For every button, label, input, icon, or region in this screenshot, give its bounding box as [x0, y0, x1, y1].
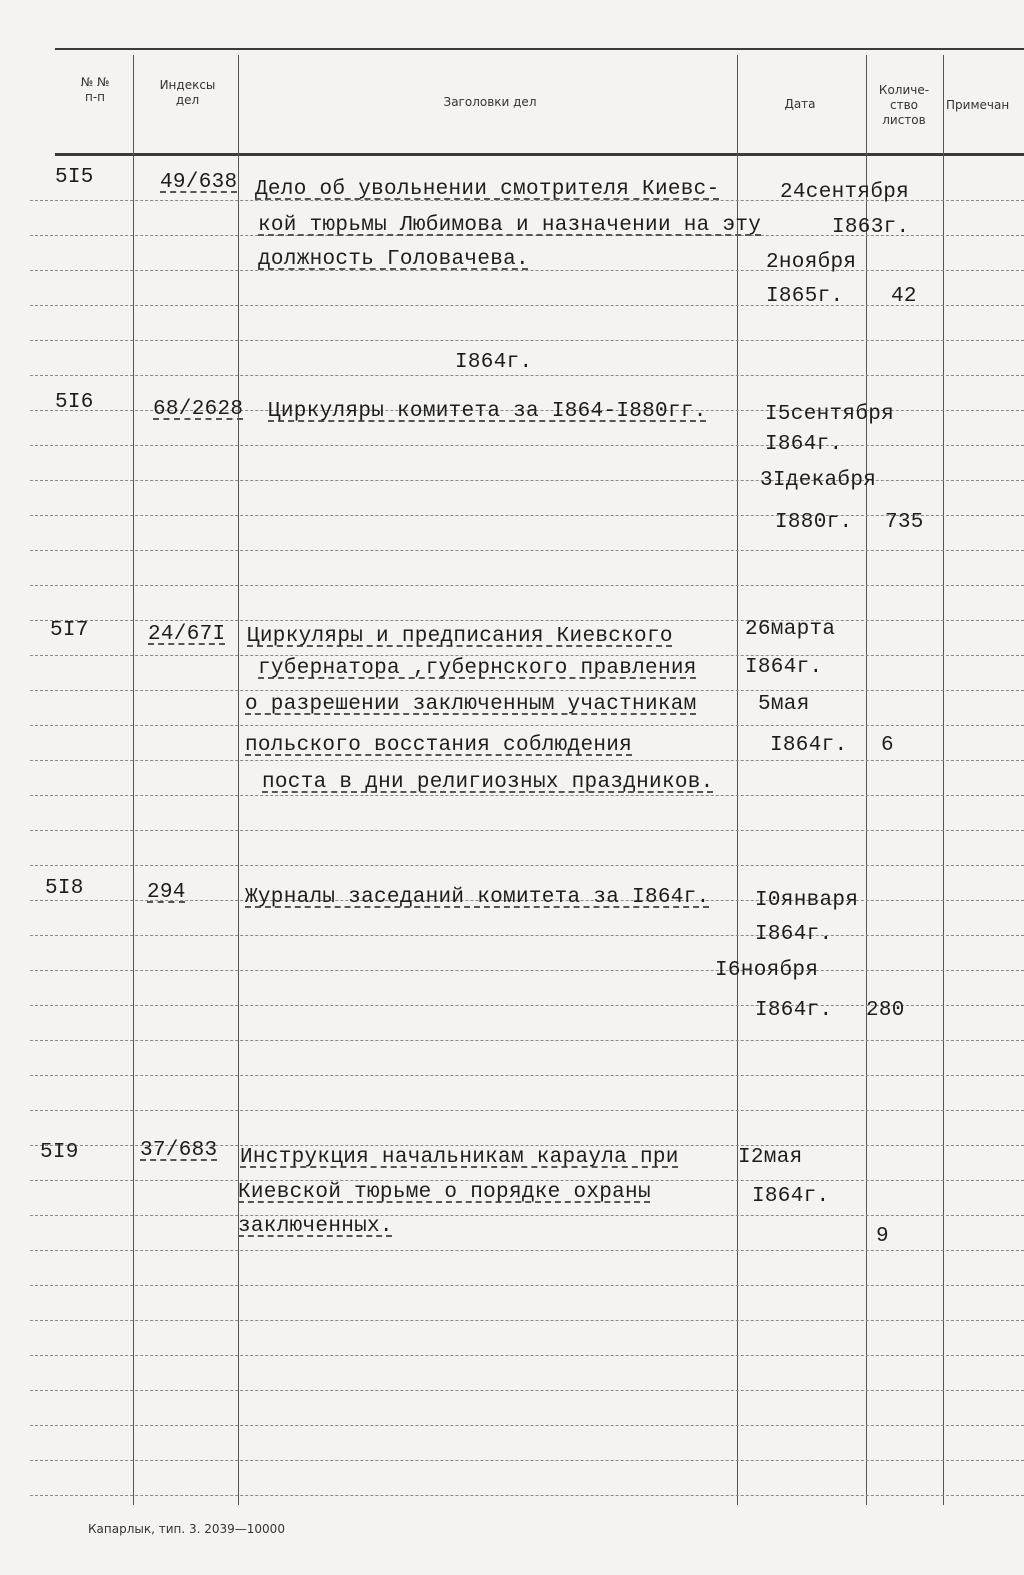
record-title-line: Инструкция начальникам караула при: [240, 1146, 679, 1169]
record-date-line: 26марта: [745, 618, 836, 641]
record-date-line: 3Iдекабря: [760, 469, 877, 492]
ledger-rule-line: [30, 935, 1024, 936]
header-date: Дата: [784, 97, 816, 111]
record-date-line: I864г.: [765, 433, 843, 456]
ledger-rule-line: [30, 550, 1024, 551]
printer-footer: Капарлык, тип. 3. 2039—10000: [88, 1522, 285, 1536]
record-number: 5I7: [50, 619, 89, 642]
record-date-line: I0января: [755, 889, 859, 912]
ledger-rule-line: [30, 725, 1024, 726]
header-number: № № п-п: [80, 75, 110, 104]
header-top-rule: [55, 48, 1024, 50]
record-date-line: I864г.: [745, 656, 823, 679]
record-index: 294: [147, 881, 186, 904]
record-index: 68/2628: [153, 398, 244, 421]
ledger-rule-line: [30, 305, 1024, 306]
ledger-rule-line: [30, 445, 1024, 446]
record-title-line: Журналы заседаний комитета за I864г.: [245, 886, 710, 909]
record-date-line: I864г.: [755, 923, 833, 946]
record-sheets: 42: [891, 285, 917, 308]
record-sheets: 280: [866, 999, 905, 1022]
record-date-line: I865г.: [766, 285, 844, 308]
header-index: Индексы дел: [159, 78, 216, 107]
ledger-rule-line: [30, 1215, 1024, 1216]
ledger-rule-line: [30, 830, 1024, 831]
record-date-line: I864г.: [770, 734, 848, 757]
column-divider: [238, 55, 239, 1505]
ledger-rule-line: [30, 620, 1024, 621]
ledger-rule-line: [30, 690, 1024, 691]
ledger-rule-line: [30, 1075, 1024, 1076]
year-heading: I864г.: [455, 351, 533, 374]
record-title-line: заключенных.: [238, 1215, 393, 1238]
ledger-rule-line: [30, 1250, 1024, 1251]
header-title: Заголовки дел: [443, 95, 537, 109]
record-number: 5I5: [55, 166, 94, 189]
record-title-line: о разрешении заключенным участникам: [245, 693, 697, 716]
record-date-line: I863г.: [832, 216, 910, 239]
record-sheets: 9: [876, 1225, 889, 1248]
column-divider: [866, 55, 867, 1505]
ledger-rule-line: [30, 1040, 1024, 1041]
column-divider: [943, 55, 944, 1505]
record-index: 37/683: [140, 1139, 218, 1162]
record-date-line: I864г.: [752, 1185, 830, 1208]
record-date-line: 5мая: [758, 693, 810, 716]
record-date-line: I6ноября: [715, 959, 819, 982]
record-sheets: 735: [885, 511, 924, 534]
record-title-line: должность Головачева.: [258, 248, 529, 271]
record-number: 5I9: [40, 1141, 79, 1164]
column-divider: [133, 55, 134, 1505]
record-date-line: I864г.: [755, 999, 833, 1022]
ledger-rule-line: [30, 1320, 1024, 1321]
ledger-rule-line: [30, 1285, 1024, 1286]
ledger-rule-line: [30, 760, 1024, 761]
ledger-rule-line: [30, 865, 1024, 866]
ledger-rule-line: [30, 1110, 1024, 1111]
record-title-line: Циркуляры и предписания Киевского: [247, 625, 673, 648]
header-bottom-rule: [55, 153, 1024, 156]
record-title-line: Циркуляры комитета за I864-I880гг.: [268, 400, 707, 423]
record-number: 5I6: [55, 391, 94, 414]
ledger-rule-line: [30, 1425, 1024, 1426]
record-title-line: Киевской тюрьме о порядке охраны: [238, 1181, 651, 1204]
ledger-rule-line: [30, 340, 1024, 341]
ledger-rule-line: [30, 515, 1024, 516]
header-sheets: Количе- ство листов: [878, 83, 930, 127]
ledger-rule-line: [30, 585, 1024, 586]
ledger-rule-line: [30, 970, 1024, 971]
ledger-rule-line: [30, 1355, 1024, 1356]
ledger-rule-line: [30, 1495, 1024, 1496]
record-date-line: 2ноября: [766, 251, 857, 274]
record-index: 24/67I: [148, 623, 226, 646]
column-divider: [737, 55, 738, 1505]
record-title-line: поста в дни религиозных праздников.: [262, 771, 714, 794]
ledger-rule-line: [30, 1460, 1024, 1461]
record-date-line: I880г.: [775, 511, 853, 534]
header-notes: Примечан: [946, 98, 1010, 112]
record-date-line: I2мая: [738, 1146, 803, 1169]
record-number: 5I8: [45, 877, 84, 900]
ledger-rule-line: [30, 1390, 1024, 1391]
record-date-line: 24сентября: [780, 181, 910, 204]
record-sheets: 6: [881, 734, 894, 757]
record-title-line: губернатора ,губернского правления: [258, 657, 697, 680]
record-date-line: I5сентября: [765, 403, 895, 426]
record-title-line: польского восстания соблюдения: [245, 734, 633, 757]
record-title-line: кой тюрьмы Любимова и назначении на эту: [258, 214, 762, 237]
record-index: 49/638: [160, 171, 238, 194]
record-title-line: Дело об увольнении смотрителя Киевс-: [255, 178, 720, 201]
